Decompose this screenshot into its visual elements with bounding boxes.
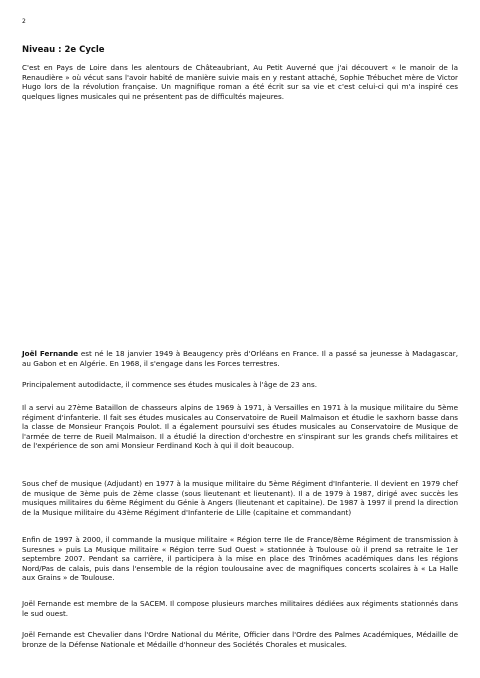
intro-paragraph: C'est en Pays de Loire dans les alentours de Châteaubriant, Au Petit Auverné que j'ai découvert « le manoir de la Renaudière » où vécut sans l'avoir habité de manière suivie mais en y restant attaché, Sophie Trébuchet mère de Victor Hugo lors de la révolution française. Un magnifique roman a été écrit sur sa vie et c'est celui-ci qui m'a inspiré ces quelques lignes musicales qui ne présentent pas de difficultés majeures. <box>22 63 458 101</box>
page-number: 2 <box>22 18 26 25</box>
level-heading: Niveau : 2e Cycle <box>22 45 105 55</box>
bio-paragraph-4: Sous chef de musique (Adjudant) en 1977 à la musique militaire du 5ème Régiment d'Infanterie. Il devient en 1979 chef de musique de 3ème puis de 2ème classe (sous lieutenant et lieutenant). Il a de 1979 à 1987, dirigé avec succès les musiques militaires du 6ème Régiment du Génie à Angers (lieutenant et capitaine). De 1987 à 1997 il prend la direction de la Musique militaire du 43ème Régiment d'Infanterie de Lille (capitaine et commandant) <box>22 479 458 517</box>
bio-paragraph-1 <box>22 349 458 368</box>
bio-paragraph-3: Il a servi au 27ème Bataillon de chasseurs alpins de 1969 à 1971, à Versailles en 1971 à la musique militaire du 5ème régiment d'infanterie. Il fait ses études musicales au Conservatoire de Rueil Malmaison et étudie le saxhorn basse dans la classe de Monsieur François Poulot. Il a également poursuivi ses études musicales au Conservatoire de Musique de l'armée de terre de Rueil Malmaison. Il a étudié la direction d'orchestre en s'inspirant sur les grands chefs militaires et de l'expérience de son ami Monsieur Ferdinand Koch à qui il doit beaucoup. <box>22 403 458 451</box>
composer-name: Joël Fernande <box>22 349 79 358</box>
bio-paragraph-5: Enfin de 1997 à 2000, il commande la musique militaire « Région terre Ile de France/8ème Régiment de transmission à Suresnes » puis La Musique militaire « Région terre Sud Ouest » stationnée à Toulouse où il prend sa retraite le 1er septembre 2007. Pendant sa carrière, il participera à la mise en place des Trinômes académiques dans les régions Nord/Pas de calais, puis dans l'ensemble de la région toulousaine avec de magnifiques concerts scolaires à « La Halle aux Grains » de Toulouse. <box>22 535 458 583</box>
bio-paragraph-1-text: est né le 18 janvier 1949 à Beaugency près d'Orléans en France. Il a passé sa jeunesse à Madagascar, au Gabon et en Algérie. En 1968, il s'engage dans les Forces terrestres. <box>22 349 458 368</box>
bio-paragraph-6: Joël Fernande est membre de la SACEM. Il compose plusieurs marches militaires dédiées aux régiments stationnés dans le sud ouest. <box>22 599 458 618</box>
bio-paragraph-2: Principalement autodidacte, il commence ses études musicales à l'âge de 23 ans. <box>22 380 317 389</box>
bio-paragraph-7: Joël Fernande est Chevalier dans l'Ordre National du Mérite, Officier dans l'Ordre des Palmes Académiques, Médaille de bronze de la Défense Nationale et Médaille d'honneur des Sociétés Chorales et musicales. <box>22 630 458 649</box>
